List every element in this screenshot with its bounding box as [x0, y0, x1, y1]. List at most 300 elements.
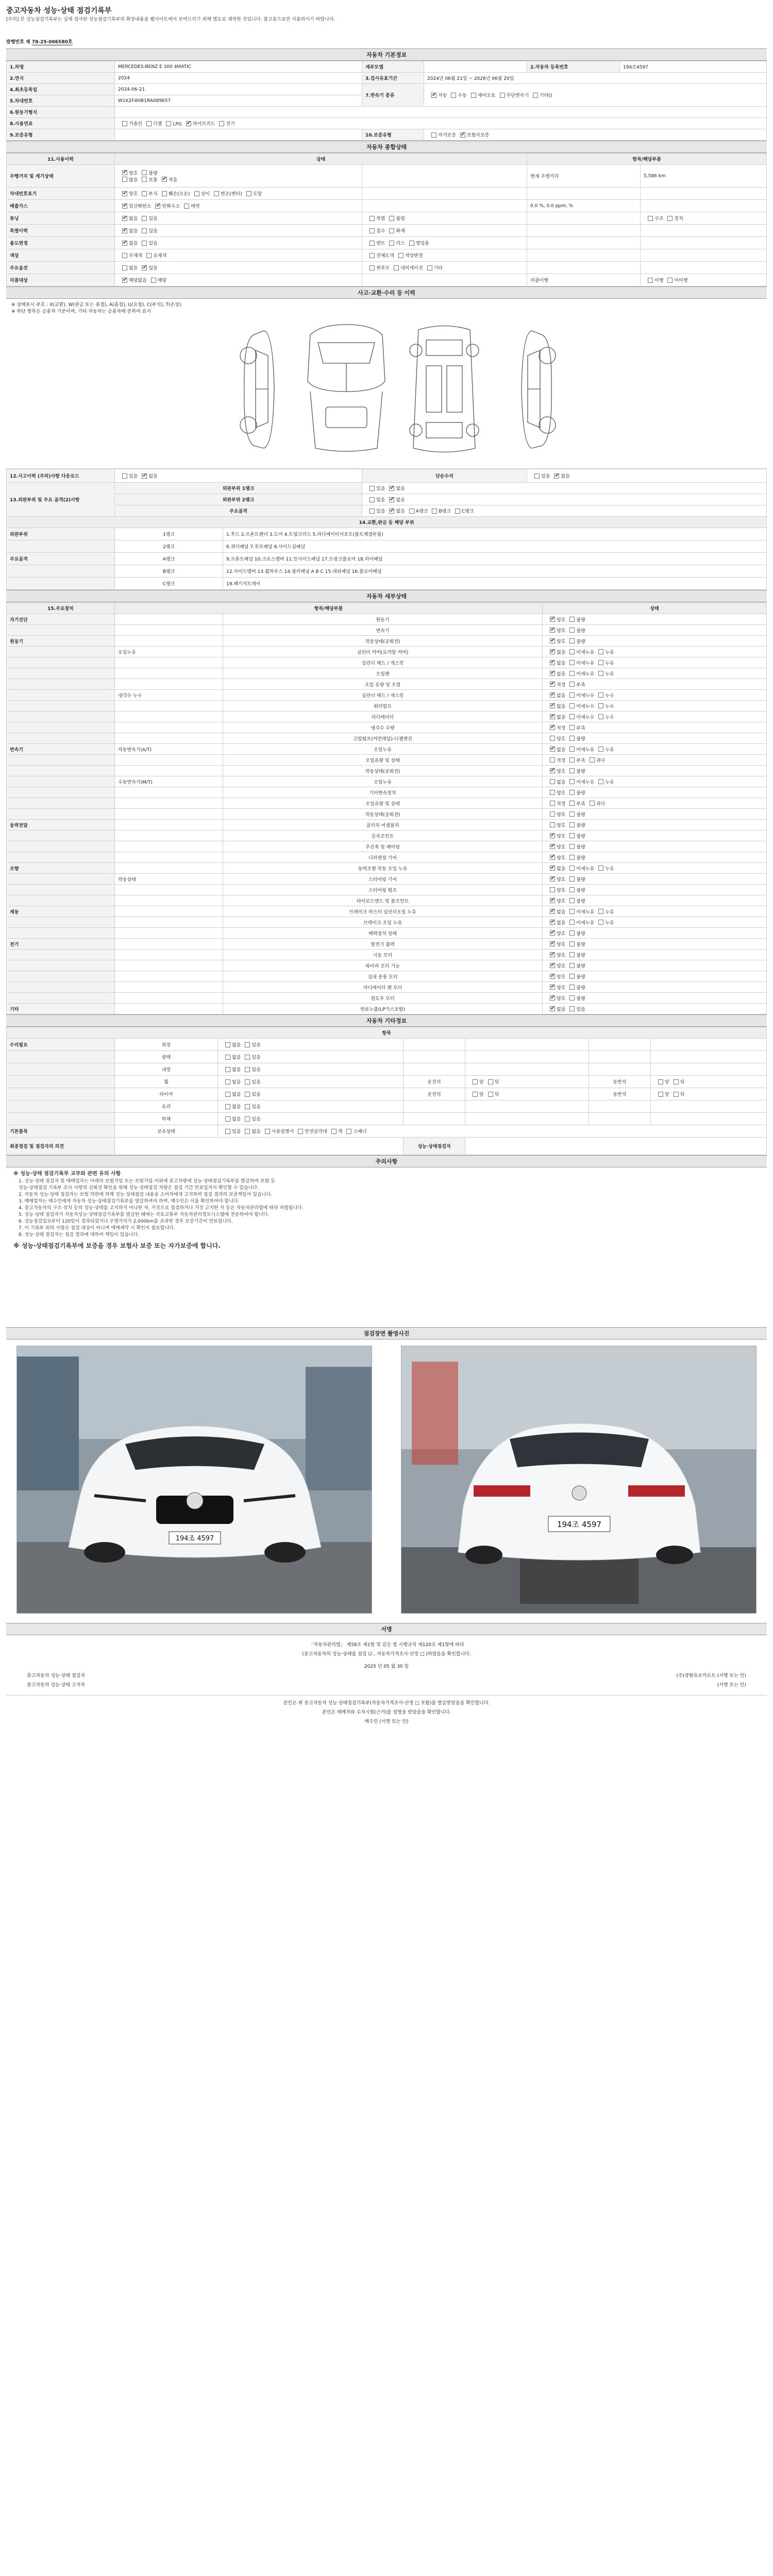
checkbox-checked-icon[interactable] [122, 170, 127, 175]
detail-group [7, 950, 115, 960]
option-label: 없음 [557, 747, 566, 753]
checkbox-empty-icon[interactable] [225, 1067, 230, 1072]
option-label: 앞 [479, 1092, 484, 1097]
option [327, 1128, 343, 1134]
checkbox-empty-icon[interactable] [225, 1055, 230, 1060]
detail-group [7, 787, 115, 798]
checkbox-checked-icon[interactable] [550, 909, 555, 914]
checkbox-empty-icon[interactable] [598, 649, 603, 654]
checkbox-checked-icon[interactable] [142, 473, 147, 479]
checkbox-empty-icon[interactable] [122, 265, 127, 270]
checkbox-empty-icon[interactable] [569, 736, 575, 741]
checkbox-empty-icon[interactable] [369, 241, 375, 246]
option-label: 적법 [376, 216, 385, 222]
checkbox-empty-icon[interactable] [550, 811, 555, 817]
checkbox-checked-icon[interactable] [550, 930, 555, 936]
option [428, 507, 451, 514]
checkbox-empty-icon[interactable] [369, 228, 375, 233]
checkbox-empty-icon[interactable] [534, 473, 540, 479]
checkbox-checked-icon[interactable] [431, 93, 436, 98]
checkbox-empty-icon[interactable] [569, 703, 575, 708]
option [663, 215, 683, 222]
overall-row-mid [362, 225, 527, 237]
checkbox-empty-icon[interactable] [225, 1042, 230, 1047]
checkbox-empty-icon[interactable] [598, 671, 603, 676]
checkbox-checked-icon[interactable] [550, 628, 555, 633]
checkbox-empty-icon[interactable] [245, 1042, 250, 1047]
checkbox-checked-icon[interactable] [389, 486, 394, 491]
checkbox-empty-icon[interactable] [598, 920, 603, 925]
option-label: 없음 [557, 909, 566, 915]
option-label: 뒤 [680, 1080, 685, 1085]
option [118, 472, 138, 479]
option-label: 양호 [557, 931, 566, 937]
checkbox-checked-icon[interactable] [550, 747, 555, 752]
option-label: 있음 [376, 498, 385, 503]
checkbox-empty-icon[interactable] [245, 1104, 250, 1109]
checkbox-empty-icon[interactable] [569, 801, 575, 806]
checkbox-empty-icon[interactable] [455, 509, 460, 514]
option-label: 양호 [557, 953, 566, 958]
checkbox-empty-icon[interactable] [245, 1079, 250, 1084]
checkbox-checked-icon[interactable] [389, 497, 394, 502]
checkbox-empty-icon[interactable] [194, 191, 199, 196]
accident-table [6, 469, 767, 590]
option-label: 무단변속기 [506, 93, 529, 98]
checkbox-checked-icon[interactable] [550, 995, 555, 1001]
checkbox-checked-icon[interactable] [550, 660, 555, 665]
option [467, 92, 496, 98]
checkbox-empty-icon[interactable] [122, 253, 127, 258]
checkbox-empty-icon[interactable] [245, 1092, 250, 1097]
checkbox-checked-icon[interactable] [550, 985, 555, 990]
checkbox-empty-icon[interactable] [569, 790, 575, 795]
option-label: 양호 [557, 736, 566, 742]
option [118, 227, 138, 234]
overall-row-label: 색상 [7, 249, 115, 262]
checkbox-empty-icon[interactable] [569, 898, 575, 903]
checkbox-checked-icon[interactable] [550, 876, 555, 882]
checkbox-empty-icon[interactable] [500, 93, 505, 98]
checkbox-empty-icon[interactable] [369, 509, 375, 514]
checkbox-empty-icon[interactable] [331, 1129, 337, 1134]
checkbox-checked-icon[interactable] [550, 844, 555, 849]
label-fuel: 8.사용연료 [7, 118, 115, 129]
detail-status [543, 647, 767, 657]
option [663, 277, 687, 283]
checkbox-empty-icon[interactable] [409, 241, 414, 246]
checkbox-empty-icon[interactable] [431, 132, 436, 138]
detail-item: 브레이크 마스터 실린더오일 누유 [223, 906, 543, 917]
checkbox-empty-icon[interactable] [245, 1116, 250, 1122]
checkbox-empty-icon[interactable] [590, 757, 595, 762]
checkbox-checked-icon[interactable] [389, 509, 394, 514]
checkbox-empty-icon[interactable] [298, 1129, 303, 1134]
option-label: 일산화탄소 [129, 204, 152, 209]
checkbox-empty-icon[interactable] [569, 757, 575, 762]
option-label: 디젤 [153, 122, 162, 127]
option-label: 색상변경 [405, 253, 423, 259]
checkbox-checked-icon[interactable] [550, 682, 555, 687]
checkbox-checked-icon[interactable] [550, 638, 555, 643]
detail-item: 연료누출(LP가스포함) [223, 1004, 543, 1014]
option-label: 불량 [576, 844, 585, 850]
option-label: 가솔린 [129, 122, 143, 127]
checkbox-checked-icon[interactable] [142, 265, 147, 270]
checkbox-checked-icon[interactable] [550, 941, 555, 946]
checkbox-empty-icon[interactable] [432, 509, 437, 514]
option [565, 789, 585, 796]
checkbox-empty-icon[interactable] [142, 241, 147, 246]
checkbox-empty-icon[interactable] [451, 93, 456, 98]
option-label: 없음 [232, 1055, 241, 1060]
checkbox-empty-icon[interactable] [142, 177, 147, 182]
caution-line: 3. 매매업자는 매수인에게 자동차 성능·상태점검기록부를 발급하여야 하며, 매수인은 이를 확인하여야 합니다. [19, 1199, 240, 1204]
option [385, 496, 405, 503]
checkbox-empty-icon[interactable] [667, 278, 673, 283]
checkbox-empty-icon[interactable] [162, 191, 167, 196]
other-sub2-options [651, 1100, 767, 1113]
parts-group [7, 565, 115, 578]
checkbox-checked-icon[interactable] [550, 952, 555, 957]
other-row [7, 1076, 767, 1088]
option [447, 92, 466, 98]
checkbox-checked-icon[interactable] [550, 714, 555, 719]
option-label: 불량 [576, 963, 585, 969]
option [468, 1091, 484, 1097]
checkbox-empty-icon[interactable] [590, 801, 595, 806]
option-label: 없음 [557, 704, 566, 709]
checkbox-empty-icon[interactable] [569, 855, 575, 860]
checkbox-empty-icon[interactable] [142, 191, 147, 196]
label-plate: 2.자동차 등록번호 [527, 61, 620, 73]
checkbox-empty-icon[interactable] [214, 191, 219, 196]
checkbox-empty-icon[interactable] [569, 682, 575, 687]
option-label: 양호 [557, 899, 566, 904]
other-group [7, 1088, 115, 1100]
checkbox-empty-icon[interactable] [369, 216, 375, 221]
detail-sub [115, 820, 223, 831]
checkbox-empty-icon[interactable] [569, 617, 575, 622]
detail-status [543, 755, 767, 766]
checkbox-empty-icon[interactable] [550, 801, 555, 806]
checkbox-empty-icon[interactable] [569, 671, 575, 676]
overall-row-far: 5,586 km [641, 165, 767, 188]
overall-head-item: 항목/해당부품 [527, 154, 767, 165]
detail-sub [115, 679, 223, 690]
detail-status [543, 950, 767, 960]
checkbox-empty-icon[interactable] [398, 253, 404, 258]
checkbox-empty-icon[interactable] [569, 628, 575, 633]
checkbox-empty-icon[interactable] [569, 692, 575, 698]
detail-item: 실린더 헤드 / 개스킷 [223, 690, 543, 701]
caution-line: 1. 성능·상태 점검자 및 매매업자는 아래의 보험가입 또는 보험가입 이외에 중고차량에 성능·상태점검기록부를 발급하며 보험 등 [19, 1179, 275, 1184]
checkbox-empty-icon[interactable] [225, 1116, 230, 1122]
label-panel-rank2: 외판부위 2랭크 [115, 494, 362, 505]
checkbox-empty-icon[interactable] [488, 1092, 493, 1097]
checkbox-empty-icon[interactable] [142, 216, 147, 221]
checkbox-empty-icon[interactable] [569, 1006, 575, 1011]
option-label: 없음 [557, 715, 566, 720]
checkbox-checked-icon[interactable] [550, 833, 555, 838]
option-label: 미세누유 [576, 909, 595, 915]
option [565, 984, 585, 991]
detail-status [543, 701, 767, 711]
checkbox-checked-icon[interactable] [122, 204, 127, 209]
option [644, 215, 663, 222]
checkbox-checked-icon[interactable] [550, 768, 555, 773]
checkbox-checked-icon[interactable] [162, 177, 167, 182]
final-opinion-row [7, 1138, 767, 1155]
checkbox-checked-icon[interactable] [122, 241, 127, 246]
option-label: 전체도색 [376, 253, 394, 259]
checkbox-empty-icon[interactable] [245, 1067, 250, 1072]
checkbox-empty-icon[interactable] [122, 177, 127, 182]
checkbox-empty-icon[interactable] [598, 779, 603, 784]
checkbox-empty-icon[interactable] [667, 216, 673, 221]
option [546, 616, 565, 623]
option [456, 131, 489, 138]
checkbox-empty-icon[interactable] [166, 121, 171, 126]
option [546, 887, 565, 893]
checkbox-empty-icon[interactable] [648, 278, 653, 283]
checkbox-checked-icon[interactable] [550, 963, 555, 968]
checkbox-empty-icon[interactable] [550, 887, 555, 892]
checkbox-checked-icon[interactable] [550, 649, 555, 654]
detail-status [543, 722, 767, 733]
other-item: 외장 [115, 1039, 218, 1051]
checkbox-empty-icon[interactable] [409, 509, 414, 514]
sign-right2: (서명 또는 인) [717, 1683, 746, 1688]
checkbox-empty-icon[interactable] [569, 779, 575, 784]
option [241, 1054, 260, 1060]
checkbox-checked-icon[interactable] [550, 898, 555, 903]
option-label: 없음 [396, 486, 405, 492]
option-label: 없음 [557, 660, 566, 666]
checkbox-empty-icon[interactable] [569, 714, 575, 719]
checkbox-checked-icon[interactable] [550, 974, 555, 979]
sign-left2: 중고자동차 성능·상태 고지자 [27, 1683, 85, 1688]
option-label: 불량 [576, 942, 585, 947]
option [118, 202, 151, 209]
checkbox-checked-icon[interactable] [554, 473, 559, 479]
checkbox-empty-icon[interactable] [245, 1129, 250, 1134]
checkbox-empty-icon[interactable] [598, 703, 603, 708]
checkbox-checked-icon[interactable] [155, 204, 160, 209]
checkbox-empty-icon[interactable] [219, 121, 224, 126]
checkbox-empty-icon[interactable] [569, 941, 575, 946]
option-label: 없음 [148, 474, 158, 479]
checkbox-empty-icon[interactable] [122, 473, 127, 479]
checkbox-empty-icon[interactable] [473, 1079, 478, 1084]
checkbox-empty-icon[interactable] [550, 757, 555, 762]
checkbox-empty-icon[interactable] [389, 216, 394, 221]
detail-row [7, 960, 767, 971]
option-label: 하이브리드 [192, 122, 215, 127]
checkbox-empty-icon[interactable] [369, 497, 375, 502]
checkbox-empty-icon[interactable] [265, 1129, 270, 1134]
checkbox-empty-icon[interactable] [569, 952, 575, 957]
option-label: 해당 [157, 278, 167, 283]
other-item: 하체 [115, 1113, 218, 1125]
option [546, 703, 565, 709]
checkbox-checked-icon[interactable] [550, 920, 555, 925]
checkbox-empty-icon[interactable] [569, 930, 575, 936]
other-sub2-label [589, 1039, 651, 1051]
checkbox-empty-icon[interactable] [151, 278, 156, 283]
checkbox-empty-icon[interactable] [389, 228, 394, 233]
option [546, 822, 565, 828]
checkbox-empty-icon[interactable] [598, 747, 603, 752]
overall-row-label: 리콜대상 [7, 274, 115, 286]
option [241, 1128, 260, 1134]
other-sub-label [404, 1051, 465, 1063]
option-label: 없음 [129, 266, 138, 271]
detail-head-device: 15.주요장치 [7, 603, 115, 614]
checkbox-empty-icon[interactable] [394, 265, 399, 270]
option-label: 불량 [576, 974, 585, 980]
checkbox-empty-icon[interactable] [550, 822, 555, 827]
checkbox-empty-icon[interactable] [245, 1055, 250, 1060]
detail-status [543, 690, 767, 701]
checkbox-empty-icon[interactable] [569, 768, 575, 773]
checkbox-checked-icon[interactable] [550, 703, 555, 708]
checkbox-empty-icon[interactable] [569, 995, 575, 1001]
checkbox-checked-icon[interactable] [122, 228, 127, 233]
checkbox-empty-icon[interactable] [569, 876, 575, 882]
checkbox-empty-icon[interactable] [598, 692, 603, 698]
checkbox-empty-icon[interactable] [427, 265, 432, 270]
checkbox-empty-icon[interactable] [369, 486, 375, 491]
checkbox-empty-icon[interactable] [225, 1104, 230, 1109]
checkbox-empty-icon[interactable] [598, 714, 603, 719]
checkbox-empty-icon[interactable] [569, 887, 575, 892]
option [138, 190, 157, 197]
checkbox-checked-icon[interactable] [122, 191, 127, 196]
overall-row-label: 주행거리 및 계기상태 [7, 165, 115, 188]
checkbox-empty-icon[interactable] [550, 779, 555, 784]
detail-item: 작동상태(공회전) [223, 766, 543, 776]
checkbox-empty-icon[interactable] [369, 253, 375, 258]
overall-row-far [641, 188, 767, 200]
option [221, 1115, 241, 1122]
checkbox-empty-icon[interactable] [674, 1079, 679, 1084]
caution-line: 2. 자동차 성능·상태 점검자는 보험 약관에 의해 성능·상태점검 내용을 소비자에게 고지하며 점검 결과의 보증책임이 있습니다. [19, 1192, 272, 1197]
checkbox-empty-icon[interactable] [142, 228, 147, 233]
checkbox-empty-icon[interactable] [225, 1092, 230, 1097]
checkbox-checked-icon[interactable] [550, 692, 555, 698]
checkbox-empty-icon[interactable] [658, 1092, 663, 1097]
option [190, 190, 210, 197]
checkbox-empty-icon[interactable] [569, 909, 575, 914]
checkbox-empty-icon[interactable] [658, 1079, 663, 1084]
checkbox-empty-icon[interactable] [569, 866, 575, 871]
checkbox-empty-icon[interactable] [146, 121, 152, 126]
checkbox-empty-icon[interactable] [122, 121, 127, 126]
caution-line: 6. 성능점검일로부터 120일이 경과되었거나 주행거리가 2,000km를 초과한 경우 보증기간이 만료됩니다. [19, 1219, 233, 1224]
other-sub2-options [651, 1063, 767, 1076]
checkbox-empty-icon[interactable] [569, 974, 575, 979]
checkbox-empty-icon[interactable] [473, 1092, 478, 1097]
checkbox-empty-icon[interactable] [533, 93, 538, 98]
checkbox-empty-icon[interactable] [569, 660, 575, 665]
checkbox-empty-icon[interactable] [674, 1092, 679, 1097]
checkbox-empty-icon[interactable] [598, 909, 603, 914]
checkbox-checked-icon[interactable] [460, 132, 465, 138]
checkbox-empty-icon[interactable] [246, 191, 251, 196]
checkbox-empty-icon[interactable] [569, 747, 575, 752]
section-cautions: 주의사항 [6, 1155, 767, 1167]
checkbox-empty-icon[interactable] [225, 1079, 230, 1084]
checkbox-empty-icon[interactable] [569, 920, 575, 925]
checkbox-empty-icon[interactable] [550, 790, 555, 795]
checkbox-empty-icon[interactable] [471, 93, 476, 98]
checkbox-empty-icon[interactable] [142, 170, 147, 175]
checkbox-empty-icon[interactable] [389, 241, 394, 246]
detail-head-status: 상태 [543, 603, 767, 614]
overall-row-label: 튜닝 [7, 212, 115, 225]
checkbox-empty-icon[interactable] [569, 638, 575, 643]
checkbox-empty-icon[interactable] [569, 725, 575, 730]
checkbox-checked-icon[interactable] [186, 121, 191, 126]
option-label: 있음 [251, 1055, 261, 1060]
checkbox-empty-icon[interactable] [550, 736, 555, 741]
option-label: 불량 [576, 877, 585, 883]
checkbox-empty-icon[interactable] [569, 963, 575, 968]
checkbox-empty-icon[interactable] [569, 649, 575, 654]
option-label: 미세누유 [576, 650, 595, 655]
checkbox-empty-icon[interactable] [598, 660, 603, 665]
checkbox-empty-icon[interactable] [369, 265, 375, 270]
checkbox-checked-icon[interactable] [550, 617, 555, 622]
option-label: 미세누유 [576, 920, 595, 926]
checkbox-empty-icon[interactable] [346, 1129, 351, 1134]
checkbox-empty-icon[interactable] [569, 844, 575, 849]
checkbox-checked-icon[interactable] [550, 671, 555, 676]
overall-row-mid [362, 188, 527, 200]
checkbox-checked-icon[interactable] [550, 725, 555, 730]
checkbox-empty-icon[interactable] [569, 822, 575, 827]
option-label: 자가보증 [438, 133, 456, 138]
checkbox-empty-icon[interactable] [488, 1079, 493, 1084]
checkbox-empty-icon[interactable] [569, 985, 575, 990]
other-group [7, 1076, 115, 1088]
overall-row-mid [362, 212, 527, 225]
checkbox-empty-icon[interactable] [569, 833, 575, 838]
checkbox-checked-icon[interactable] [122, 278, 127, 283]
checkbox-empty-icon[interactable] [598, 866, 603, 871]
detail-row [7, 906, 767, 917]
option-label: B랭크 [439, 509, 451, 514]
checkbox-empty-icon[interactable] [184, 204, 189, 209]
detail-group [7, 722, 115, 733]
checkbox-checked-icon[interactable] [550, 866, 555, 871]
panel-rank2-options [362, 494, 767, 505]
option [405, 240, 429, 246]
checkbox-checked-icon[interactable] [550, 855, 555, 860]
option-label: 침수 [376, 229, 385, 234]
checkbox-empty-icon[interactable] [146, 253, 152, 258]
checkbox-checked-icon[interactable] [550, 1006, 555, 1011]
detail-item: 작동상태(공회전) [223, 809, 543, 820]
checkbox-empty-icon[interactable] [569, 811, 575, 817]
checkbox-checked-icon[interactable] [122, 216, 127, 221]
car-underbody [410, 326, 479, 452]
checkbox-empty-icon[interactable] [225, 1129, 230, 1134]
checkbox-empty-icon[interactable] [648, 216, 653, 221]
overall-row-mid [362, 165, 527, 188]
option [261, 1128, 294, 1134]
